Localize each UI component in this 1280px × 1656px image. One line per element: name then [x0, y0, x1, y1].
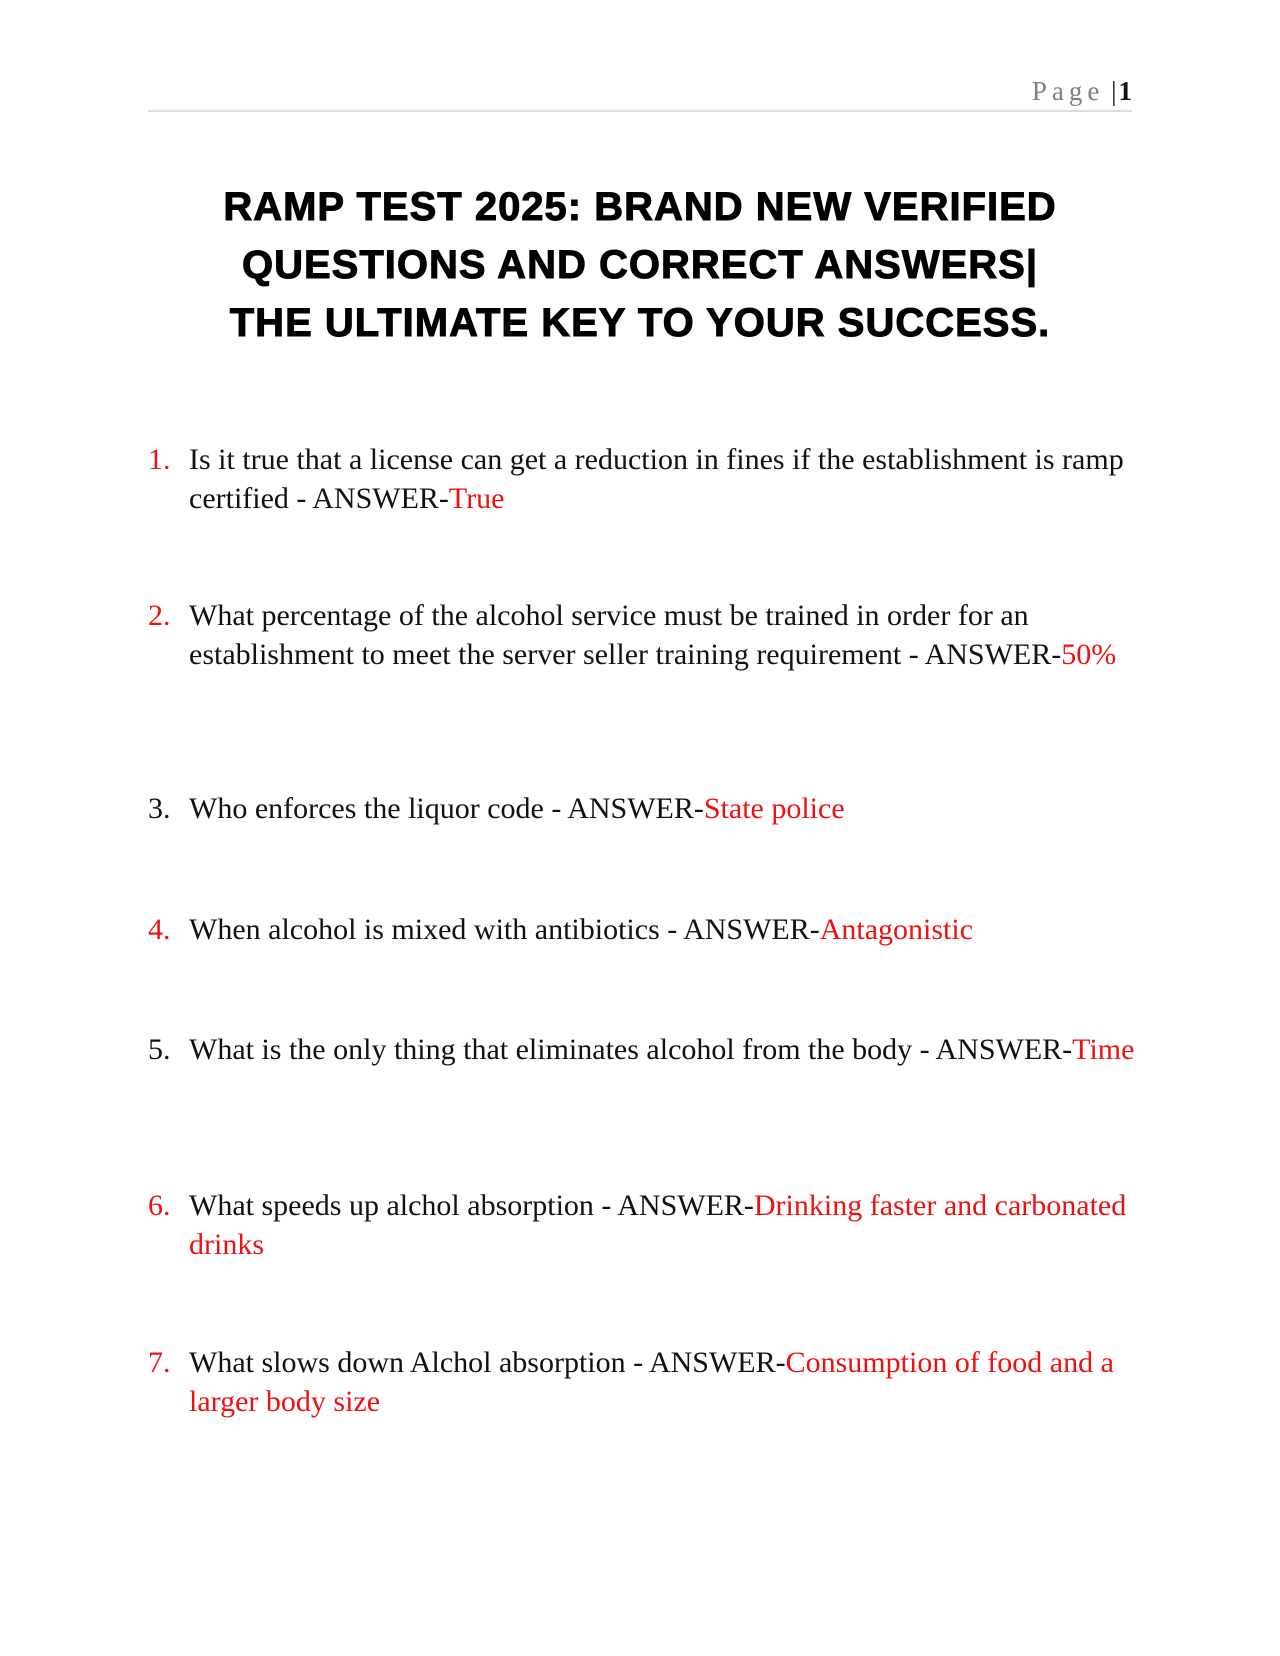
title-line-3: THE ULTIMATE KEY TO YOUR SUCCESS. — [229, 301, 1051, 345]
question-body — [189, 910, 1138, 949]
title-line-1: RAMP TEST 2025: BRAND NEW VERIFIED — [223, 185, 1057, 229]
question-body — [189, 1186, 1138, 1264]
page-word: Page — [1031, 76, 1105, 106]
answer-text: Drinking faster and carbonated drinks — [189, 1189, 1127, 1261]
answer-text: State police — [703, 792, 845, 825]
question-text: What is the only thing that eliminates alcohol from the body - ANSWER- — [189, 1033, 1073, 1066]
question-body — [189, 1030, 1138, 1069]
page-header — [148, 72, 1132, 112]
question-number: 2. — [148, 599, 171, 632]
answer-text: 50% — [1061, 638, 1117, 671]
question-body — [189, 596, 1138, 674]
answer-text: Antagonistic — [819, 913, 974, 946]
question-number: 5. — [148, 1033, 171, 1066]
question-item-7 — [148, 1343, 1138, 1421]
question-text: What slows down Alchol absorption - ANSWER- — [189, 1346, 786, 1379]
question-number: 4. — [148, 913, 171, 946]
question-text: What speeds up alchol absorption - ANSWER- — [189, 1189, 754, 1222]
answer-text: True — [448, 482, 505, 515]
question-number: 1. — [148, 443, 171, 476]
page-indicator — [1032, 76, 1132, 106]
question-text: When alcohol is mixed with antibiotics - ANSWER- — [189, 913, 820, 946]
page-separator: | — [1111, 76, 1117, 106]
question-body — [189, 789, 1138, 828]
question-item-5 — [148, 1030, 1138, 1069]
question-text: Who enforces the liquor code - ANSWER- — [189, 792, 704, 825]
question-body — [189, 1343, 1138, 1421]
question-item-4 — [148, 910, 1138, 949]
question-text: Is it true that a license can get a reduction in fines if the establishment is ramp certified - ANSWER- — [189, 443, 1124, 515]
answer-text: Consumption of food and a larger body size — [189, 1346, 1114, 1418]
question-number: 7. — [148, 1346, 171, 1379]
question-number: 6. — [148, 1189, 171, 1222]
question-body — [189, 440, 1138, 518]
question-item-2 — [148, 596, 1138, 674]
document-title — [140, 178, 1140, 352]
question-number: 3. — [148, 792, 171, 825]
title-line-2: QUESTIONS AND CORRECT ANSWERS| — [241, 243, 1039, 287]
question-item-1 — [148, 440, 1138, 518]
question-item-3 — [148, 789, 1138, 828]
answer-text: Time — [1072, 1033, 1135, 1066]
question-text: What percentage of the alcohol service must be trained in order for an establishment to meet the server seller training requirement - ANSWER- — [189, 599, 1062, 671]
page-number: 1 — [1118, 76, 1132, 106]
question-item-6 — [148, 1186, 1138, 1264]
